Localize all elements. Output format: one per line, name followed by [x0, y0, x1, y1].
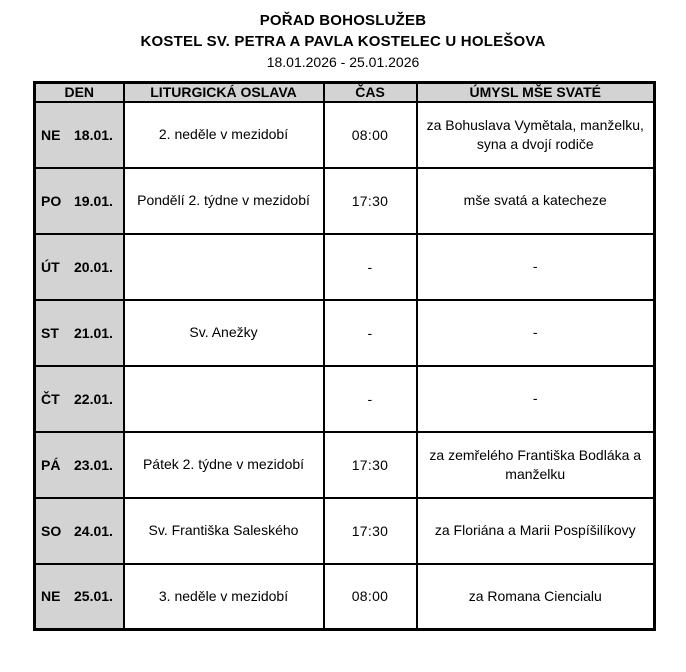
day-cell [35, 498, 124, 564]
time-cell: 08:00 [324, 102, 417, 168]
day-abbr: ST [41, 324, 59, 341]
table-row [35, 366, 655, 432]
day-cell [35, 564, 124, 630]
time-cell: - [324, 300, 417, 366]
table-row [35, 498, 655, 564]
day-date: 18.01. [74, 126, 113, 143]
day-abbr: NE [41, 126, 61, 143]
intention-cell: - [417, 300, 655, 366]
intention-cell: - [417, 234, 655, 300]
intention-cell: za Romana Ciencialu [417, 564, 655, 630]
day-abbr: PO [41, 192, 62, 209]
title-block [0, 0, 686, 72]
celebration-cell: Pátek 2. týdne v mezidobí [124, 432, 324, 498]
intention-cell: za zemřelého Františka Bodláka a manželku [417, 432, 655, 498]
day-date: 24.01. [74, 522, 113, 539]
table-header-row [35, 83, 655, 102]
schedule-table [33, 81, 656, 631]
document-subtitle: KOSTEL SV. PETRA A PAVLA KOSTELEC U HOLEŠOVA [140, 33, 546, 50]
header-day: DEN [35, 83, 124, 102]
table-row [35, 102, 655, 168]
day-cell [35, 300, 124, 366]
celebration-cell: Pondělí 2. týdne v mezidobí [124, 168, 324, 234]
celebration-cell: Sv. Anežky [124, 300, 324, 366]
day-abbr: ÚT [41, 258, 60, 275]
intention-cell: mše svatá a katecheze [417, 168, 655, 234]
table-row [35, 300, 655, 366]
intention-cell: za Floriána a Marii Pospíšilíkovy [417, 498, 655, 564]
celebration-cell: Sv. Františka Saleského [124, 498, 324, 564]
header-time: ČAS [324, 83, 417, 102]
time-cell: - [324, 366, 417, 432]
day-date: 20.01. [74, 258, 113, 275]
table-row [35, 168, 655, 234]
table-row [35, 234, 655, 300]
day-date: 21.01. [74, 324, 113, 341]
intention-cell: - [417, 366, 655, 432]
day-abbr: NE [41, 588, 61, 605]
day-date: 25.01. [74, 588, 113, 605]
header-intention: ÚMYSL MŠE SVATÉ [417, 83, 655, 102]
table-row [35, 564, 655, 630]
day-cell [35, 102, 124, 168]
day-abbr: PÁ [41, 456, 61, 473]
time-cell: 17:30 [324, 498, 417, 564]
day-date: 19.01. [74, 192, 113, 209]
table-row [35, 432, 655, 498]
time-cell: 17:30 [324, 432, 417, 498]
time-cell: - [324, 234, 417, 300]
celebration-cell: 2. neděle v mezidobí [124, 102, 324, 168]
intention-cell: za Bohuslava Vymětala, manželku, syna a dvojí rodiče [417, 102, 655, 168]
day-cell [35, 168, 124, 234]
day-cell [35, 432, 124, 498]
day-abbr: ČT [41, 390, 60, 407]
time-cell: 17:30 [324, 168, 417, 234]
day-date: 23.01. [74, 456, 113, 473]
celebration-cell [124, 366, 324, 432]
day-cell [35, 366, 124, 432]
time-cell: 08:00 [324, 564, 417, 630]
celebration-cell: 3. neděle v mezidobí [124, 564, 324, 630]
header-celebration: LITURGICKÁ OSLAVA [124, 83, 324, 102]
celebration-cell [124, 234, 324, 300]
date-range: 18.01.2026 - 25.01.2026 [266, 54, 420, 70]
document-title: POŘAD BOHOSLUŽEB [259, 12, 427, 29]
day-cell [35, 234, 124, 300]
day-abbr: SO [41, 522, 62, 539]
day-date: 22.01. [74, 390, 113, 407]
